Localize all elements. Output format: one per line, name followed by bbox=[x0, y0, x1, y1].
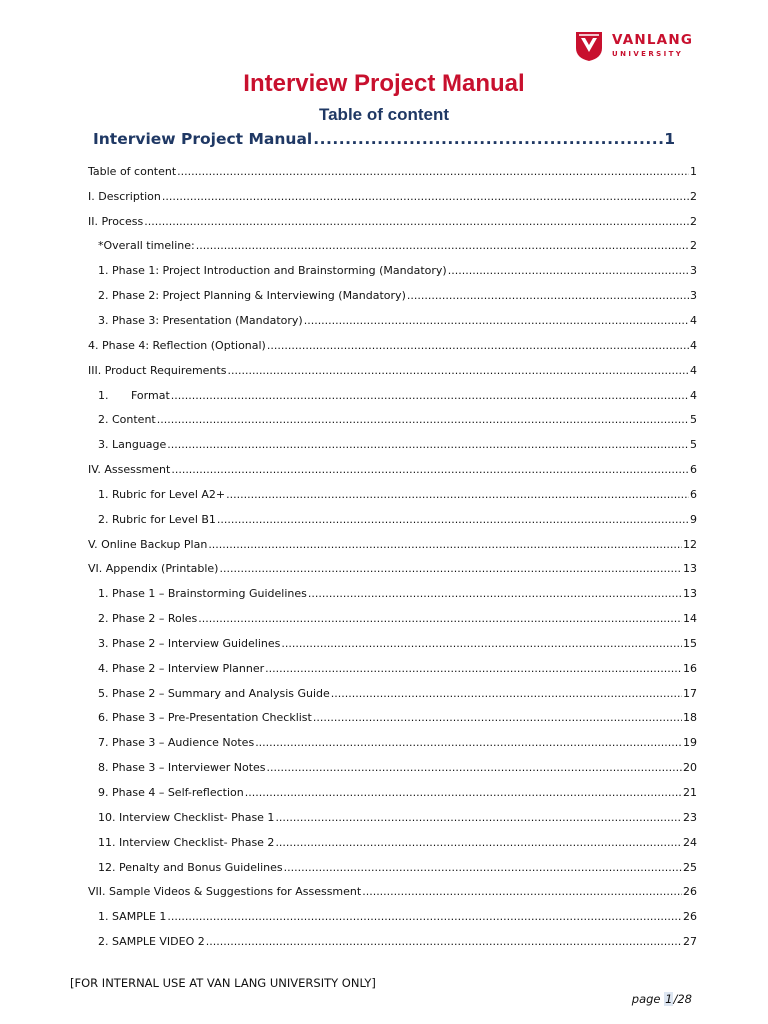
page-current: 1 bbox=[665, 992, 673, 1006]
toc-entry-label: 2. Phase 2: Project Planning & Interviewing (Mandatory) bbox=[98, 289, 406, 303]
toc-entry-page: 13 bbox=[683, 562, 697, 576]
toc-entry[interactable] bbox=[88, 507, 697, 532]
page-total: /28 bbox=[673, 992, 692, 1006]
toc-entry-page: 6 bbox=[690, 487, 697, 501]
toc-entry-page: 6 bbox=[690, 463, 697, 477]
toc-entry-page: 4 bbox=[690, 363, 697, 377]
toc-leader bbox=[275, 836, 682, 849]
toc-entry[interactable] bbox=[88, 209, 697, 234]
toc-leader bbox=[267, 339, 689, 352]
toc-leader bbox=[226, 488, 689, 501]
document-title: Interview Project Manual bbox=[243, 70, 525, 97]
toc-entry-page: 2 bbox=[690, 239, 697, 253]
toc-entry[interactable] bbox=[88, 606, 697, 631]
toc-leader bbox=[171, 389, 689, 402]
toc-leader bbox=[331, 687, 682, 700]
toc-entry-label: 6. Phase 3 – Pre-Presentation Checklist bbox=[98, 711, 312, 725]
toc-title: Table of content bbox=[318, 105, 449, 124]
toc-entry-page: 21 bbox=[683, 786, 697, 800]
toc-entry-page: 4 bbox=[690, 313, 697, 327]
toc-entry-label: IV. Assessment bbox=[88, 463, 171, 477]
toc-entry-label: *Overall timeline: bbox=[98, 239, 195, 253]
toc-entry-label: 8. Phase 3 – Interviewer Notes bbox=[98, 761, 266, 775]
toc-entry-label: 2. Content bbox=[98, 413, 156, 427]
toc-entry-label: 3. Language bbox=[98, 438, 167, 452]
toc-entry-page: 1 bbox=[690, 164, 697, 178]
toc-entry-label: 12. Penalty and Bonus Guidelines bbox=[98, 860, 283, 874]
toc-leader bbox=[198, 612, 682, 625]
toc-entry[interactable] bbox=[88, 482, 697, 507]
toc-entry[interactable] bbox=[88, 532, 697, 557]
toc-entry-page: 26 bbox=[683, 910, 697, 924]
toc-entry[interactable] bbox=[88, 656, 697, 681]
toc-entry[interactable] bbox=[88, 432, 697, 457]
toc-entry-page: 15 bbox=[683, 636, 697, 650]
toc-entry-page: 2 bbox=[690, 214, 697, 228]
toc-entry-label: 4. Phase 2 – Interview Planner bbox=[98, 661, 265, 675]
toc-entry[interactable] bbox=[88, 557, 697, 582]
toc-leader bbox=[304, 314, 689, 327]
toc-entry[interactable] bbox=[88, 234, 697, 259]
toc-entry-page: 27 bbox=[683, 935, 697, 949]
toc-entry[interactable] bbox=[88, 929, 697, 954]
toc-entry-label: 10. Interview Checklist- Phase 1 bbox=[98, 810, 275, 824]
page-number bbox=[632, 992, 692, 1006]
toc-entry-label: 1. Phase 1 – Brainstorming Guidelines bbox=[98, 587, 307, 601]
toc-entry[interactable] bbox=[88, 780, 697, 805]
toc-leader bbox=[206, 935, 682, 948]
toc-entry-page: 18 bbox=[683, 711, 697, 725]
toc-entry[interactable] bbox=[88, 706, 697, 731]
toc-entry-label: II. Process bbox=[88, 214, 144, 228]
toc-entry[interactable] bbox=[88, 159, 697, 184]
toc-leader bbox=[245, 786, 682, 799]
toc-leader bbox=[217, 513, 689, 526]
toc-entry[interactable] bbox=[88, 830, 697, 855]
toc-entry[interactable] bbox=[88, 631, 697, 656]
toc-entry-label: Table of content bbox=[88, 164, 177, 178]
toc-entry[interactable] bbox=[88, 855, 697, 880]
toc-entry[interactable] bbox=[88, 383, 697, 408]
toc-entry-page: 3 bbox=[690, 264, 697, 278]
toc-entry[interactable] bbox=[88, 283, 697, 308]
toc-entry-page: 19 bbox=[683, 736, 697, 750]
toc-entry[interactable] bbox=[88, 755, 697, 780]
toc-leader bbox=[255, 736, 682, 749]
toc-leader bbox=[162, 190, 689, 203]
toc-entry[interactable] bbox=[88, 333, 697, 358]
toc-entry-label: 5. Phase 2 – Summary and Analysis Guide bbox=[98, 686, 330, 700]
toc-leader bbox=[167, 438, 689, 451]
toc-entry-page: 9 bbox=[690, 512, 697, 526]
toc-entry-label: V. Online Backup Plan bbox=[88, 537, 208, 551]
toc-entry-number: 1. bbox=[98, 388, 109, 402]
toc-entry[interactable] bbox=[88, 258, 697, 283]
toc-entry-page: 23 bbox=[683, 810, 697, 824]
footer-notice: [FOR INTERNAL USE AT VAN LANG UNIVERSITY ONLY] bbox=[70, 976, 376, 990]
toc-entry-label: 1. Phase 1: Project Introduction and Brainstorming (Mandatory) bbox=[98, 264, 447, 278]
toc-leader bbox=[362, 885, 682, 898]
toc-entry-page: 5 bbox=[690, 438, 697, 452]
toc-entry-label: I. Description bbox=[88, 189, 161, 203]
toc-entry-label: 2. SAMPLE VIDEO 2 bbox=[98, 935, 205, 949]
toc-entry-page: 20 bbox=[683, 761, 697, 775]
toc-entry-label: 4. Phase 4: Reflection (Optional) bbox=[88, 338, 266, 352]
toc-entry-label: Format bbox=[131, 388, 170, 402]
toc-leader bbox=[167, 910, 682, 923]
toc-entry-page: 26 bbox=[683, 885, 697, 899]
toc-entry-page: 25 bbox=[683, 860, 697, 874]
toc-entry-page: 3 bbox=[690, 289, 697, 303]
toc-entry-label: 2. Rubric for Level B1 bbox=[98, 512, 216, 526]
toc-leader bbox=[157, 413, 689, 426]
toc-entry-label: 1. SAMPLE 1 bbox=[98, 910, 167, 924]
toc-entry-page: 2 bbox=[690, 189, 697, 203]
toc-leader bbox=[284, 861, 682, 874]
toc-leader bbox=[281, 637, 682, 650]
toc-leader bbox=[313, 711, 682, 724]
toc-leader bbox=[265, 662, 682, 675]
toc-entry-page: 5 bbox=[690, 413, 697, 427]
toc-entry[interactable] bbox=[88, 879, 697, 904]
toc-entry[interactable] bbox=[88, 358, 697, 383]
toc-entry[interactable] bbox=[88, 184, 697, 209]
toc-heading-page: 1 bbox=[664, 130, 675, 148]
toc-leader bbox=[171, 463, 689, 476]
toc-entry[interactable] bbox=[88, 730, 697, 755]
table-of-contents bbox=[88, 159, 697, 954]
toc-entry-label: III. Product Requirements bbox=[88, 363, 227, 377]
toc-entry-label: 3. Phase 3: Presentation (Mandatory) bbox=[98, 313, 303, 327]
toc-entry-page: 24 bbox=[683, 835, 697, 849]
toc-entry[interactable] bbox=[88, 681, 697, 706]
toc-entry-label: VII. Sample Videos & Suggestions for Assessment bbox=[88, 885, 362, 899]
brand-sub: UNIVERSITY bbox=[612, 49, 684, 58]
toc-entry-page: 17 bbox=[683, 686, 697, 700]
toc-entry-page: 4 bbox=[690, 338, 697, 352]
toc-entry-page: 14 bbox=[683, 612, 697, 626]
toc-entry-label: 9. Phase 4 – Self-reflection bbox=[98, 786, 244, 800]
toc-leader bbox=[313, 130, 663, 148]
brand-name: VANLANG bbox=[612, 32, 694, 49]
page-label: page bbox=[631, 992, 661, 1006]
toc-entry-label: 3. Phase 2 – Interview Guidelines bbox=[98, 636, 281, 650]
toc-leader bbox=[144, 215, 689, 228]
toc-leader bbox=[448, 264, 689, 277]
toc-entry-page: 13 bbox=[683, 587, 697, 601]
toc-entry[interactable] bbox=[88, 805, 697, 830]
toc-entry-label: VI. Appendix (Printable) bbox=[88, 562, 219, 576]
toc-leader bbox=[219, 562, 682, 575]
university-logo bbox=[574, 30, 693, 62]
toc-heading-label: Interview Project Manual bbox=[93, 130, 313, 148]
toc-entry[interactable] bbox=[88, 457, 697, 482]
toc-leader bbox=[275, 811, 682, 824]
toc-entry-page: 4 bbox=[690, 388, 697, 402]
toc-entry-label: 7. Phase 3 – Audience Notes bbox=[98, 736, 255, 750]
toc-entry-label: 1. Rubric for Level A2+ bbox=[98, 487, 226, 501]
toc-entry-label: 2. Phase 2 – Roles bbox=[98, 612, 198, 626]
toc-leader bbox=[208, 538, 682, 551]
toc-leader bbox=[177, 165, 689, 178]
toc-entry[interactable] bbox=[88, 407, 697, 432]
toc-leader bbox=[196, 239, 689, 252]
toc-leader bbox=[407, 289, 689, 302]
toc-entry[interactable] bbox=[88, 904, 697, 929]
vanlang-emblem-icon bbox=[574, 30, 604, 62]
toc-leader bbox=[227, 364, 689, 377]
toc-entry[interactable] bbox=[88, 308, 697, 333]
toc-entry-page: 12 bbox=[683, 537, 697, 551]
toc-leader bbox=[267, 761, 682, 774]
toc-leader bbox=[308, 587, 682, 600]
toc-heading-entry[interactable] bbox=[93, 130, 675, 148]
toc-entry[interactable] bbox=[88, 581, 697, 606]
toc-entry-label: 11. Interview Checklist- Phase 2 bbox=[98, 835, 275, 849]
toc-entry-page: 16 bbox=[683, 661, 697, 675]
